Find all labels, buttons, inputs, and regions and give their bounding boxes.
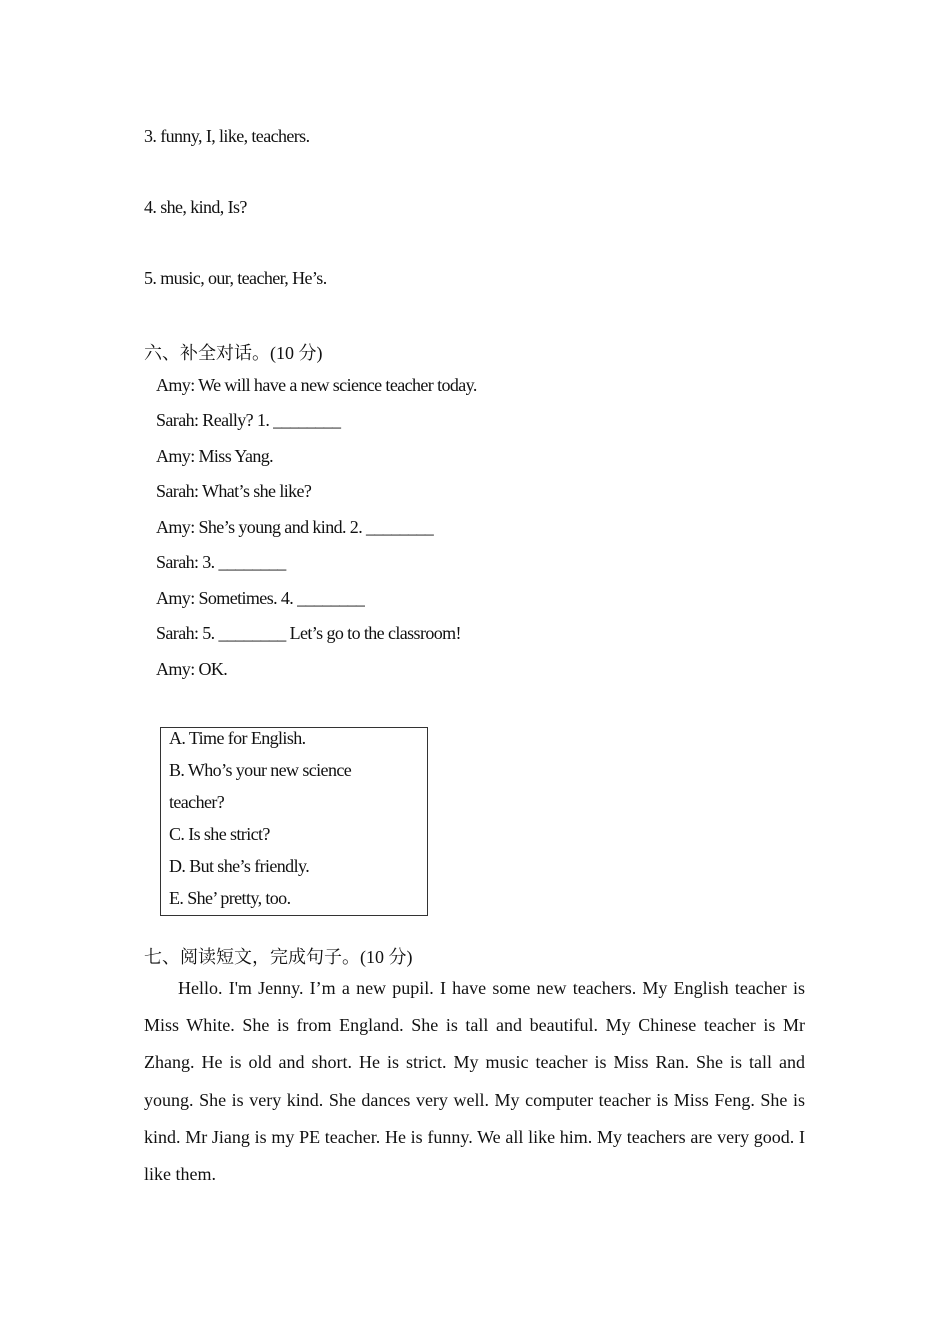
dialogue-line: Sarah: 3. ________ xyxy=(156,552,286,572)
reorder-item-3: 3. funny, I, like, teachers. xyxy=(144,126,310,146)
option-b: B. Who’s your new science xyxy=(169,760,352,780)
option-a: A. Time for English. xyxy=(169,728,306,748)
option-b-continued: teacher? xyxy=(169,792,225,812)
dialogue-line: Sarah: What’s she like? xyxy=(156,481,312,501)
dialogue-line: Amy: Miss Yang. xyxy=(156,446,274,466)
reading-passage: Hello. I'm Jenny. I’m a new pupil. I have some new teachers. My English teacher is Miss White. She is from England. She is tall and beautiful. My Chinese teacher is Mr Zhang. He is old and short. He is strict. My music teacher is Miss Ran. She is tall and young. She is very kind. She dances very well. My computer teacher is Miss Feng. She is kind. Mr Jiang is my PE teacher. He is funny. We all like him. My teachers are very good. I like them. xyxy=(144,978,805,1185)
reorder-item-4: 4. she, kind, Is? xyxy=(144,197,247,217)
dialogue-line: Sarah: 5. ________ Let’s go to the classroom! xyxy=(156,623,461,643)
option-d: D. But she’s friendly. xyxy=(169,856,310,876)
option-e: E. She’ pretty, too. xyxy=(169,888,291,908)
option-c: C. Is she strict? xyxy=(169,824,270,844)
reorder-item-5: 5. music, our, teacher, He’s. xyxy=(144,268,327,288)
dialogue-line: Amy: We will have a new science teacher today. xyxy=(156,375,477,395)
section-7-heading: 七、阅读短文，完成句子。(10 分) xyxy=(144,947,413,967)
options-box xyxy=(160,727,428,916)
dialogue-line: Amy: Sometimes. 4. ________ xyxy=(156,588,365,608)
dialogue-line: Amy: She’s young and kind. 2. ________ xyxy=(156,517,434,537)
section-6-heading: 六、补全对话。(10 分) xyxy=(144,343,323,363)
dialogue-line: Amy: OK. xyxy=(156,659,228,679)
dialogue-line: Sarah: Really? 1. ________ xyxy=(156,410,341,430)
